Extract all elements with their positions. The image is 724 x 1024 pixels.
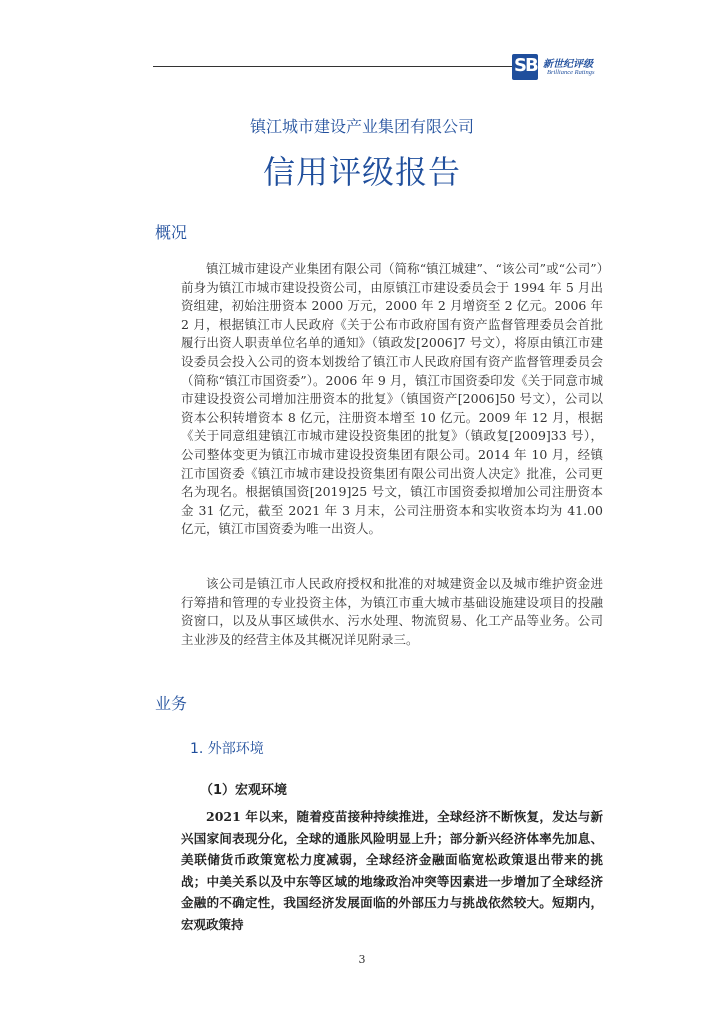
external-environment-heading: 1. 外部环境 [190, 741, 264, 757]
logo-mark-icon [512, 54, 538, 80]
overview-paragraph-1: 镇江城市建设产业集团有限公司（简称“镇江城建”、“该公司”或“公司”）前身为镇江市城市建设投资公司，由原镇江市建设委员会于 1994 年 5 月出资组建，初始注册资本 2000 万元，2000 年 2 月增资至 2 亿元。2006 年 2 月，根据镇江市人民政府《关于公布市政府国有资产监督管理委员会首批履行出资人职责单位名单的通知》（镇政发[2006]7 号文），将原由镇江市建设委员会投入公司的资本划拨给了镇江市人民政府国有资产监督管理委员会（简称“镇江市国资委”）。2006 年 9 月，镇江市国资委印发《关于同意市城市建设投资公司增加注册资本的批复》（镇国资产[2006]50 号文），公司以资本公积转增资本 8 亿元，注册资本增至 10 亿元。2009 年 12 月，根据《关于同意组建镇江市城市建设投资集团的批复》（镇政复[2009]33 号），公司整体变更为镇江市城市建设投资集团有限公司。2014 年 10 月，经镇江市国资委《镇江市城市建设投资集团有限公司出资人决定》批准，公司更名为现名。根据镇国资[2019]25 号文，镇江市国资委拟增加公司注册资本金 31 亿元，截至 2021 年 3 月末，公司注册资本和实收资本均为 41.00 亿元，镇江市国资委为唯一出资人。 [181, 261, 603, 537]
macro-environment-paragraph: 2021 年以来，随着疫苗接种持续推进，全球经济不断恢复，发达与新兴国家间表现分化，全球的通胀风险明显上升；部分新兴经济体率先加息、美联储货币政策宽松力度减弱，全球经济金融面临宽松政策退出带来的挑战；中美关系以及中东等区域的地缘政治冲突等因素进一步增加了全球经济金融的不确定性，我国经济发展面临的外部压力与挑战依然较大。短期内，宏观政策持 [181, 809, 603, 932]
report-title: 信用评级报告 [262, 153, 461, 191]
logo-english-name: Brilliance Ratings [547, 69, 595, 76]
overview-heading: 概况 [155, 223, 188, 242]
page-number: 3 [358, 953, 366, 966]
header-rule [153, 66, 513, 67]
logo-mark-text: SB [514, 55, 537, 76]
company-name: 镇江城市建设产业集团有限公司 [249, 117, 474, 136]
macro-environment-heading: （1）宏观环境 [200, 783, 288, 798]
overview-paragraph-2: 该公司是镇江市人民政府授权和批准的对城建资金以及城市维护资金进行筹措和管理的专业投资主体，为镇江市重大城市基础设施建设项目的投融资窗口，以及从事区域供水、污水处理、物流贸易、化工产品等业务。公司主业涉及的经营主体及其概况详见附录三。 [181, 576, 603, 647]
brand-logo [512, 54, 612, 82]
business-heading: 业务 [155, 694, 188, 713]
logo-chinese-name: 新世纪评级 [543, 59, 593, 70]
